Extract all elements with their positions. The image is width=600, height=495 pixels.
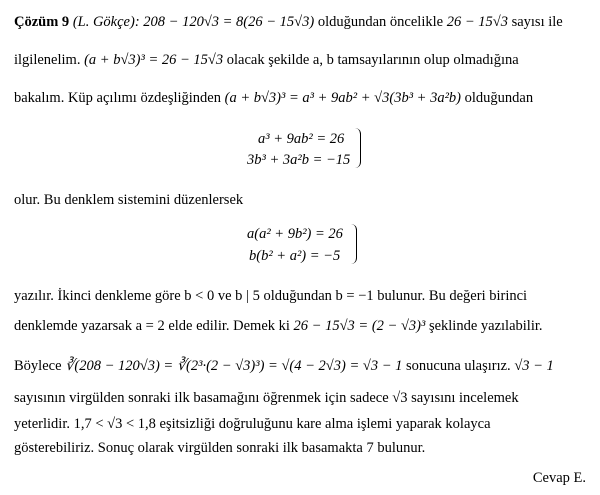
expr-factorization: 208 − 120√3 = 8(26 − 15√3) xyxy=(143,14,315,30)
equation: a(a² + 9b²) = 26 xyxy=(247,226,343,242)
system-2-eq2 xyxy=(249,246,340,266)
expr-cube-identity: 26 − 15√3 = (2 − √3)³ xyxy=(293,318,426,334)
expr-result: √3 − 1 xyxy=(514,358,554,374)
solution-heading: Çözüm 9 xyxy=(14,14,70,30)
system-1-eq2 xyxy=(247,150,350,170)
answer-label xyxy=(533,468,586,488)
text-fragment: yeterlidir. 1,7 < √3 < 1,8 eşitsizliği doğruluğunu kare alma işlemi yaparak kolayca xyxy=(14,416,491,432)
line-2 xyxy=(14,50,519,70)
line-10 xyxy=(14,438,425,458)
text-fragment: olur. Bu denklem sistemini düzenlersek xyxy=(14,192,244,208)
text-fragment: sonucuna ulaşırız. xyxy=(405,358,511,374)
line-7 xyxy=(14,356,554,376)
text-fragment: sayısı ile xyxy=(511,14,563,30)
line-9 xyxy=(14,414,491,434)
text-fragment: sayısının virgülden sonraki ilk basamağını öğrenmek için sadece √3 sayısını incelemek xyxy=(14,390,519,406)
line-5 xyxy=(14,286,527,306)
text-fragment: olduğundan öncelikle xyxy=(317,14,444,30)
right-brace xyxy=(348,224,357,264)
line-1 xyxy=(14,12,563,32)
line-4 xyxy=(14,190,243,210)
line-3 xyxy=(14,88,533,108)
text-fragment: denklemde yazarsak a = 2 elde edilir. Demek ki xyxy=(14,318,290,334)
system-1-eq1 xyxy=(258,129,344,149)
system-2-eq1 xyxy=(247,224,343,244)
text-fragment: bakalım. Küp açılımı özdeşliğinden xyxy=(14,90,221,106)
text-fragment: olacak şekilde a, b tamsayılarının olup olmadığına xyxy=(226,52,519,68)
text-fragment: ilgilenelim. xyxy=(14,52,81,68)
text-fragment: yazılır. İkinci denkleme göre b < 0 ve b | 5 olduğundan b = −1 bulunur. Bu değeri birinci xyxy=(14,288,528,304)
text-fragment: Böylece xyxy=(14,358,62,374)
equation: a³ + 9ab² = 26 xyxy=(258,131,345,147)
equation: 3b³ + 3a²b = −15 xyxy=(247,152,351,168)
expr-cube-expansion: (a + b√3)³ = a³ + 9ab² + √3(3b³ + 3a²b) xyxy=(224,90,461,106)
expr-target: 26 − 15√3 xyxy=(446,14,508,30)
author-name: (L. Gökçe): xyxy=(72,14,140,30)
line-8 xyxy=(14,388,519,408)
expr-root-simplification: ∛(208 − 120√3) = ∛(2³·(2 − √3)³) = √(4 − 2√3) = √3 − 1 xyxy=(65,358,403,374)
right-brace xyxy=(352,128,361,168)
expr-cube-assumption: (a + b√3)³ = 26 − 15√3 xyxy=(84,52,224,68)
text-fragment: gösterebiliriz. Sonuç olarak virgülden sonraki ilk basamakta 7 bulunur. xyxy=(14,440,426,456)
answer-text: Cevap E. xyxy=(532,470,586,486)
equation: b(b² + a²) = −5 xyxy=(249,248,341,264)
text-fragment: şeklinde yazılabilir. xyxy=(428,318,543,334)
line-6 xyxy=(14,316,543,336)
text-fragment: olduğundan xyxy=(464,90,534,106)
